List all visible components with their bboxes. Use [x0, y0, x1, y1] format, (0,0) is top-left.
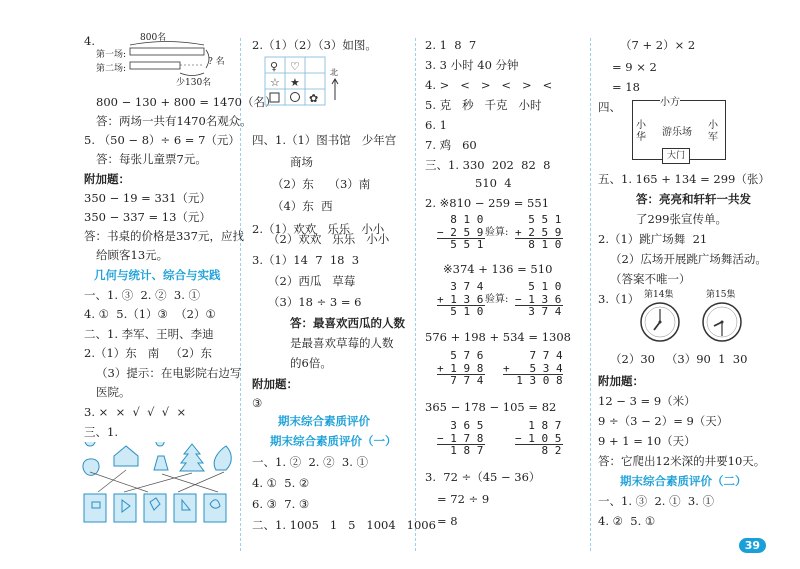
- answer-line: 4. ① 5.（1）③ （2）①: [84, 307, 216, 321]
- answer-line: 答：每张儿童票7元。: [96, 152, 207, 166]
- calc-underline: [437, 305, 485, 306]
- vertical-calc: 3 7 4 + 1 3 6 5 1 0: [437, 280, 484, 318]
- section-heading: 期末综合素质评价（二）: [620, 474, 747, 488]
- female-icon: ♀: [270, 60, 279, 73]
- shape-matching-figure: [78, 442, 236, 524]
- answer-line: （2）东 （3）南: [272, 177, 371, 191]
- north-arrow-icon: [330, 78, 340, 102]
- answer-line: 510 4: [475, 176, 512, 190]
- answer-line: 2. 1 8 7: [425, 38, 477, 52]
- answer-line: 一、1. ③ 2. ① 3. ①: [598, 494, 715, 508]
- column-4: [590, 0, 800, 569]
- section-heading: 期末综合素质评价（一）: [270, 434, 397, 448]
- extra-heading: 附加题：: [84, 172, 130, 186]
- answer-line: （4）东 西: [272, 199, 333, 213]
- answer-line: 是最喜欢草莓的人数: [290, 336, 394, 350]
- answer-line: 三、1.: [84, 425, 118, 439]
- star-outline-icon: ☆: [270, 76, 280, 89]
- symbol-grid: [264, 56, 328, 108]
- extra-heading: 附加题：: [598, 374, 644, 388]
- circle-icon: [291, 93, 300, 102]
- answer-line: 答：书桌的价格是337元，应找: [84, 229, 244, 243]
- map-right: 小军: [708, 120, 718, 143]
- calc-underline: [515, 305, 563, 306]
- answer-line: 四、1.（1）图书馆 少年宫: [252, 133, 397, 147]
- clock1-label: 第14集: [644, 290, 674, 300]
- block-3: [144, 494, 166, 522]
- answer-line: ③: [252, 396, 263, 410]
- vertical-calc: 5 7 6 + 1 9 8 7 7 4: [437, 349, 484, 387]
- answer-line: 二、1. 1005 1 5 1004 1006: [252, 518, 436, 532]
- answer-line: 五、1. 165 + 134 = 299（张）: [598, 172, 770, 186]
- vertical-calc: 3 6 5 − 1 7 8 1 8 7: [437, 419, 484, 457]
- answer-line: 9 ÷（3 − 2）= 9（天）: [598, 414, 729, 428]
- answer-line: 医院。: [96, 385, 131, 399]
- calc-underline: [515, 238, 563, 239]
- answer-line: 给顾客13元。: [96, 248, 169, 262]
- answer-line: 9 + 1 = 10（天）: [598, 434, 696, 448]
- house-shape: [114, 446, 138, 466]
- fig-row1: 第一场:: [96, 50, 127, 60]
- check-label: 验算:: [485, 294, 509, 305]
- star-filled-icon: ★: [290, 76, 300, 89]
- answer-line: 商场: [290, 155, 313, 169]
- answer-line: 7. 鸡 60: [425, 138, 477, 152]
- answer-line: 2.（1）（2）（3）如图。: [252, 38, 377, 52]
- section-heading: 几何与统计、综合与实践: [94, 268, 221, 282]
- column-1: [0, 0, 277, 569]
- answer-line: 2.（1）欢欢 乐乐 小小: [252, 222, 385, 236]
- column-3: [415, 0, 590, 569]
- fig-question: ? 名: [208, 57, 225, 67]
- answer-line: 350 − 19 = 331（元）: [84, 191, 211, 205]
- block-5: [204, 494, 226, 522]
- segment-diagram: [126, 40, 216, 80]
- answer-line: 答：最喜欢西瓜的人数: [290, 316, 405, 330]
- answer-line: 2.（1）跳广场舞 21: [598, 232, 708, 246]
- answer-line: （7 + 2）× 2: [620, 38, 696, 52]
- answer-line: = 72 ÷ 9: [437, 492, 490, 506]
- answer-line: 800 − 130 + 800 = 1470（名）: [96, 95, 277, 109]
- vertical-calc: 5 5 1 + 2 5 9 8 1 0: [515, 213, 562, 251]
- answer-line: （2）欢欢 乐乐 小小: [268, 232, 390, 246]
- answer-line: 12 − 3 = 9（米）: [598, 394, 696, 408]
- check-label: 验算:: [485, 227, 509, 238]
- answer-line: = 8: [437, 514, 458, 528]
- answer-line: 答：两场一共有1470名观众。: [96, 114, 252, 128]
- vertical-calc: 7 7 4 + 5 3 4 1 3 0 8: [503, 349, 563, 387]
- answer-line: 365 − 178 − 105 = 82: [425, 400, 557, 414]
- answer-line: 4. > < > < > <: [425, 78, 553, 92]
- block-2: [114, 494, 136, 522]
- answer-line: 一、1. ③ 2. ② 3. ①: [84, 288, 201, 302]
- answer-line: 6. ③ 7. ③: [252, 497, 310, 511]
- calc-underline: [515, 444, 563, 445]
- person-shape: [154, 442, 168, 470]
- answer-line: 3.（1）: [598, 292, 640, 306]
- answer-line: （答案不唯一）: [610, 272, 691, 286]
- answer-line: = 18: [612, 80, 640, 94]
- block-1: [84, 494, 106, 522]
- clock-icon: [700, 300, 744, 344]
- answer-line: 了299张宣传单。: [636, 212, 727, 226]
- clock-icon: [638, 300, 682, 344]
- answer-line: 2.（1）东 南 （2）东: [84, 346, 213, 360]
- calc-underline: [503, 374, 563, 375]
- block-4: [174, 494, 196, 522]
- answer-line: 6. 1: [425, 118, 447, 132]
- answer-line: 一、1. ② 2. ② 3. ①: [252, 455, 369, 469]
- answer-line: 的6倍。: [290, 356, 332, 370]
- gourd-shape: [83, 442, 99, 475]
- q4-label: 4.: [84, 34, 95, 48]
- map-left: 小华: [636, 120, 646, 143]
- map-top: 小方: [660, 97, 680, 108]
- fig-less: 少130名: [176, 78, 212, 88]
- fig-row2: 第二场:: [96, 64, 127, 74]
- answer-line: 5. 克 秒 千克 小时: [425, 98, 542, 112]
- answer-line: 答：它爬出12米深的井要10天。: [598, 454, 766, 468]
- answer-line: 576 + 198 + 534 = 1308: [425, 330, 571, 344]
- answer-line: 4. ② 5. ①: [598, 514, 656, 528]
- answer-line: ※374 + 136 = 510: [443, 262, 553, 276]
- fig-total: 800名: [140, 33, 167, 43]
- flower-icon: ✿: [309, 92, 319, 105]
- map-center: 游乐场: [662, 127, 692, 138]
- section-heading: 期末综合素质评价: [278, 414, 370, 428]
- heart-icon: ♡: [290, 60, 300, 73]
- answer-line: （3）提示：在电影院右边写: [96, 366, 242, 380]
- vertical-calc: 8 1 0 − 2 5 9 5 5 1: [437, 213, 484, 251]
- page-number: 39: [739, 538, 766, 553]
- answer-line: （2）西瓜 草莓: [268, 274, 356, 288]
- north-label: 北: [330, 68, 338, 77]
- answer-line: = 9 × 2: [612, 60, 657, 74]
- answer-line: （2）30 （3）90 1 30: [610, 352, 748, 366]
- question-label: 四、: [598, 100, 621, 114]
- answer-line: 3. × × √ √ √ ×: [84, 405, 187, 419]
- calc-underline: [437, 374, 485, 375]
- square-icon: [270, 93, 279, 102]
- vertical-calc: 1 8 7 − 1 0 5 8 2: [515, 419, 562, 457]
- answer-line: 三、1. 330 202 82 8: [425, 158, 551, 172]
- calc-underline: [437, 238, 485, 239]
- answer-line: （3）18 ÷ 3 = 6: [268, 295, 362, 309]
- answer-line: 3. 3 小时 40 分钟: [425, 58, 519, 72]
- answer-line: 二、1. 李军、王明、李迪: [84, 327, 214, 341]
- tree-shape: [180, 444, 204, 471]
- answer-line: 350 − 337 = 13（元）: [84, 210, 211, 224]
- vertical-calc: 5 1 0 − 1 3 6 3 7 4: [515, 280, 562, 318]
- answer-line: 3.（1）14 7 18 3: [252, 253, 360, 267]
- extra-heading: 附加题：: [252, 377, 298, 391]
- answer-line: 答：亮亮和轩轩一共发: [636, 192, 751, 206]
- calc-underline: [437, 444, 485, 445]
- answer-line: （2）広场开展跳广场舞活动。: [610, 252, 767, 266]
- answer-line: 4. ① 5. ②: [252, 476, 310, 490]
- answer-line: 2. ※810 − 259 = 551: [425, 196, 550, 210]
- answer-line: 5. （50 − 8）÷ 6 = 7（元）: [84, 133, 240, 147]
- answer-line: 3. 72 ÷（45 − 36）: [425, 470, 541, 484]
- clock2-label: 第15集: [706, 290, 736, 300]
- map-gate: 大门: [662, 148, 690, 164]
- leaf-shape: [214, 446, 231, 470]
